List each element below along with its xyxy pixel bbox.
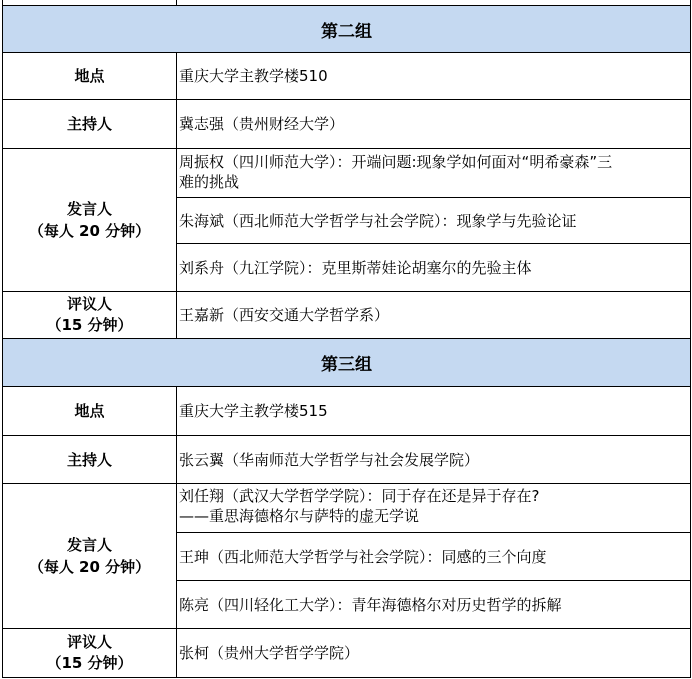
- speaker-entry: [176, 580, 691, 629]
- location-value: 重庆大学主教学楼510: [176, 52, 691, 100]
- speaker-text: 王珅（西北师范大学哲学与社会学院）：同感的三个向度: [179, 547, 547, 566]
- speaker-text: 朱海斌（西北师范大学哲学与社会学院）：现象学与先验论证: [179, 211, 577, 230]
- commentator-label: 评议人: [66, 633, 112, 651]
- speakers-label: 发言人: [66, 200, 112, 218]
- speaker-entry: [176, 532, 691, 581]
- speaker-entry: [176, 197, 691, 244]
- speaker-entry: [176, 148, 691, 198]
- commentator-label-cell: [2, 291, 177, 339]
- location-label: 地点: [2, 52, 177, 100]
- commentator-time: （15 分钟）: [46, 316, 133, 334]
- host-label: 主持人: [2, 99, 177, 149]
- commentator-label: 评议人: [66, 295, 112, 313]
- location-label: 地点: [2, 386, 177, 436]
- speaker-text: 刘任翔（武汉大学哲学学院）：同于存在还是异于存在?: [179, 487, 540, 505]
- group-header: 第二组: [2, 5, 691, 53]
- speakers-time: （每人 20 分钟）: [28, 558, 151, 576]
- speakers-time: （每人 20 分钟）: [28, 222, 151, 240]
- host-value: 冀志强（贵州财经大学）: [176, 99, 691, 149]
- speakers-label: 发言人: [66, 536, 112, 554]
- speaker-entry: [176, 483, 691, 533]
- speakers-label-cell: [2, 483, 177, 629]
- speaker-entry: [176, 243, 691, 292]
- commentator-label-cell: [2, 628, 177, 678]
- speaker-text: 周振权（四川师范大学）：开端问题:现象学如何面对“明希豪森”三: [179, 153, 613, 171]
- speaker-text: 刘系舟（九江学院）：克里斯蒂娃论胡塞尔的先验主体: [179, 258, 532, 277]
- host-label: 主持人: [2, 435, 177, 484]
- group-header: 第三组: [2, 338, 691, 387]
- speaker-text: 难的挑战: [179, 173, 240, 191]
- speakers-label-cell: [2, 148, 177, 292]
- location-value: 重庆大学主教学楼515: [176, 386, 691, 436]
- host-value: 张云翼（华南师范大学哲学与社会发展学院）: [176, 435, 691, 484]
- speaker-text: ——重思海德格尔与萨特的虚无学说: [179, 507, 420, 525]
- commentator-time: （15 分钟）: [46, 654, 133, 672]
- speaker-text: 陈亮（四川轻化工大学）：青年海德格尔对历史哲学的拆解: [179, 595, 562, 614]
- commentator-value: 王嘉新（西安交通大学哲学系）: [176, 291, 691, 339]
- commentator-value: 张柯（贵州大学哲学学院）: [176, 628, 691, 678]
